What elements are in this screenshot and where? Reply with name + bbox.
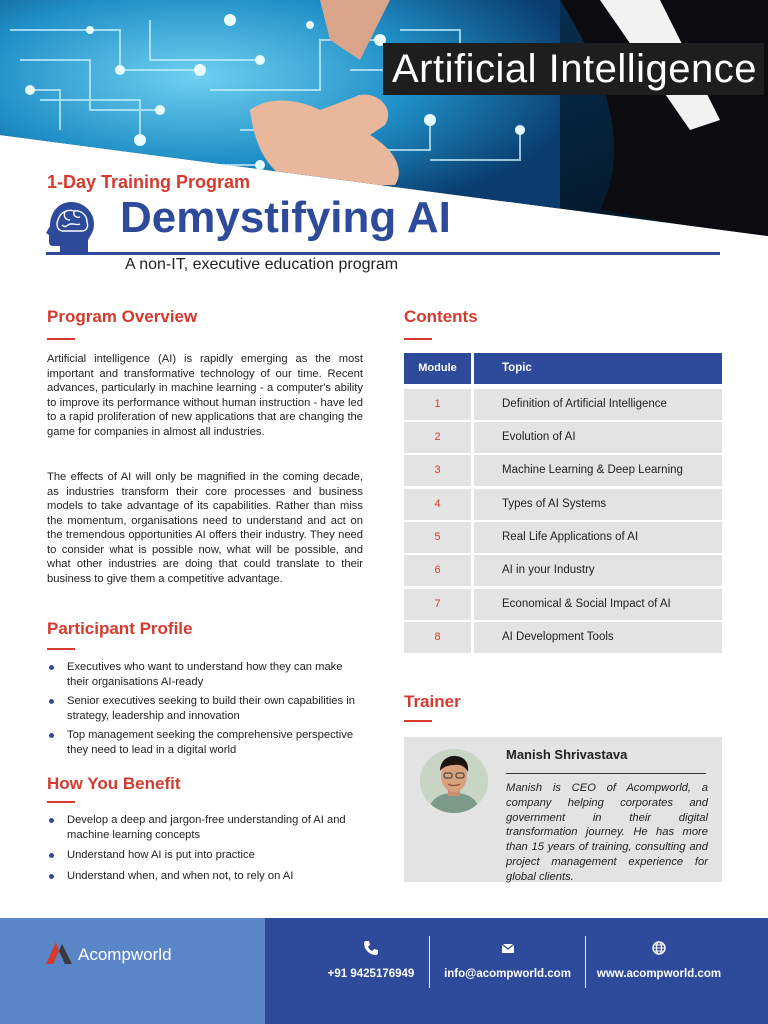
footer-website [586,918,732,1024]
participant-profile-heading: Participant Profile [47,619,193,638]
envelope-icon [500,940,516,956]
program-overview-heading: Program Overview [47,307,198,326]
table-row [404,455,722,486]
contents-heading: Contents [404,307,478,326]
module-topic: Real Life Applications of AI [474,522,722,553]
table-row [404,422,722,453]
overview-paragraph-2: The effects of AI will only be magnified in the coming decade, as industries transform their core processes and business models to take advantage of its capabilities. Rather than miss the momentum, organisations need to understand and act on the tremendous opportunities AI offers their industry. They need to consider what is possible now, what will be possible, and what other industries are doing that could translate to their business to give them a competitive advantage. [47,471,363,585]
trainer-heading: Trainer [404,692,461,711]
trainer-bio: Manish is CEO of Acompworld, a company helping corporates and government in their digital transformation journey. He has more than 15 years of training, consulting and project management experience for global clients. [506,782,708,883]
table-row [404,489,722,520]
footer-brand-panel [0,918,265,1024]
module-number: 6 [404,555,471,586]
benefits-list [47,813,365,883]
phone-icon [363,940,379,956]
how-you-benefit-heading: How You Benefit [47,774,181,793]
trainer-card [404,737,722,882]
module-number: 7 [404,589,471,620]
section-underline [47,338,75,340]
module-number: 5 [404,522,471,553]
website-link[interactable]: www.acompworld.com [596,968,722,980]
section-underline [47,801,75,803]
section-underline [47,648,75,650]
list-item: Senior executives seeking to build their own capabilities in strategy, leadership and innovation [47,694,365,723]
section-underline [404,338,432,340]
brand-name: Acompworld [78,945,172,964]
module-number: 8 [404,622,471,653]
trainer-divider [506,773,706,774]
list-item: Top management seeking the comprehensive perspective they need to lead in a digital world [47,728,365,757]
list-item: Understand how AI is put into practice [47,848,365,863]
column-header-topic: Topic [474,353,722,384]
column-header-module: Module [404,353,471,384]
section-underline [404,720,432,722]
table-row [404,522,722,553]
table-row [404,622,722,653]
module-topic: Evolution of AI [474,422,722,453]
footer-phone [312,918,430,1024]
brain-head-icon [46,200,96,254]
table-header-row [404,353,722,384]
footer-email [430,918,585,1024]
list-item: Executives who want to understand how they can make their organisations AI-ready [47,660,365,689]
phone-number[interactable]: +91 9425176949 [327,968,415,980]
module-topic: Types of AI Systems [474,489,722,520]
list-item: Understand when, and when not, to rely on AI [47,869,365,884]
participant-profile-list [47,660,365,757]
module-topic: AI in your Industry [474,555,722,586]
list-item: Develop a deep and jargon-free understanding of AI and machine learning concepts [47,813,365,842]
trainer-photo [420,749,488,813]
module-number: 3 [404,455,471,486]
overview-paragraph-1: Artificial intelligence (AI) is rapidly emerging as the most important and transformative technology of our time. Recent advances, particularly in machine learning - a computer's ability to improve its performance without human instruction - have led to a rapid proliferation of new applications that are changing the game for companies in almost all industries. [47,353,363,438]
module-topic: Machine Learning & Deep Learning [474,455,722,486]
trainer-name: Manish Shrivastava [506,747,628,762]
module-number: 4 [404,489,471,520]
acompworld-logo-icon [46,942,72,966]
banner-title: Artificial Intelligence [383,43,764,95]
table-row [404,389,722,420]
module-topic: Economical & Social Impact of AI [474,589,722,620]
title-divider [46,252,720,255]
module-topic: AI Development Tools [474,622,722,653]
subtitle: A non-IT, executive education program [125,256,399,273]
module-number: 2 [404,422,471,453]
module-topic: Definition of Artificial Intelligence [474,389,722,420]
table-row [404,555,722,586]
program-label: 1-Day Training Program [47,172,251,192]
avatar [420,749,488,813]
globe-icon [651,940,667,956]
table-row [404,589,722,620]
main-title: Demystifying AI [120,193,451,242]
module-number: 1 [404,389,471,420]
email-link[interactable]: info@acompworld.com [444,968,571,980]
